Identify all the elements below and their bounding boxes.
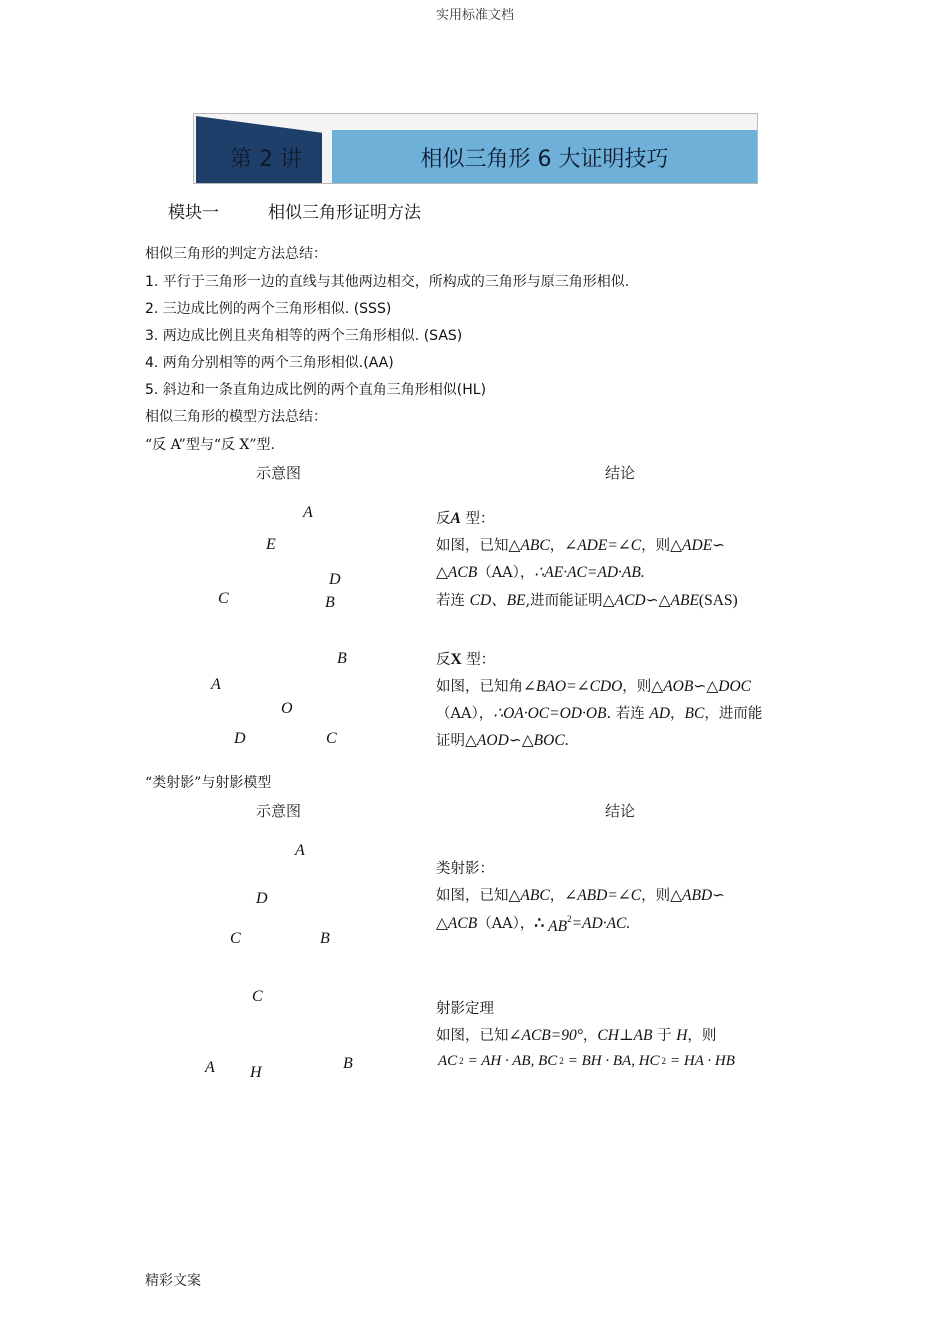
section2-title: “类射影”与射影模型 xyxy=(145,775,272,791)
module-title: 相似三角形证明方法 xyxy=(268,203,421,223)
section1-title: “反 A”型与“反 X”型. xyxy=(145,437,275,453)
point-label-a: A xyxy=(303,504,313,521)
banner-title-block xyxy=(332,130,757,183)
point-label-c: C xyxy=(230,930,241,947)
diagram-column-header: 示意图 xyxy=(256,464,302,482)
point-label-a: A xyxy=(211,676,221,693)
diagram-column-header: 示意图 xyxy=(256,802,302,820)
point-label-b: B xyxy=(320,930,330,947)
projection-theorem-line-1: 如图，已知∠ACB=90°，CH⊥AB 于 H，则 xyxy=(436,1027,717,1044)
projection-theorem-heading: 射影定理 xyxy=(436,1001,494,1017)
point-label-a: A xyxy=(205,1059,215,1076)
similar-projection-line-1: 如图，已知△ABC，∠ABD=∠C，则△ABD∽ xyxy=(436,887,726,904)
summary-title: 相似三角形的判定方法总结： xyxy=(145,246,327,262)
similar-projection-line-2: △ACB（AA），∴ $AB^2=AD\cdot AC$. xyxy=(436,913,631,935)
fan-a-heading: 反A 型： xyxy=(436,510,495,527)
point-label-o: O xyxy=(281,700,293,717)
point-label-c: C xyxy=(218,590,229,607)
rule-5: 5. 斜边和一条直角边成比例的两个直角三角形相似(HL) xyxy=(145,382,487,398)
point-label-b: B xyxy=(337,650,347,667)
rule-4: 4. 两角分别相等的两个三角形相似.(AA) xyxy=(145,355,394,371)
point-label-c: C xyxy=(252,988,263,1005)
page-header: 实用标准文档 xyxy=(435,8,514,23)
model-title: 相似三角形的模型方法总结： xyxy=(145,409,327,425)
point-label-d: D xyxy=(234,730,246,747)
point-label-d: D xyxy=(256,890,268,907)
fan-a-line-3: 若连 CD、BE,进而能证明△ACD∽△ABE(SAS) xyxy=(436,592,738,609)
conclusion-column-header: 结论 xyxy=(605,802,636,820)
fan-x-line-1: 如图，已知角∠BAO=∠CDO，则△AOB∽△DOC xyxy=(436,678,751,695)
conclusion-column-header: 结论 xyxy=(605,464,636,482)
title-banner xyxy=(193,113,758,184)
rule-3: 3. 两边成比例且夹角相等的两个三角形相似. (SAS) xyxy=(145,328,463,344)
point-label-b: B xyxy=(343,1055,353,1072)
rule-2: 2. 三边成比例的两个三角形相似. (SSS) xyxy=(145,301,392,317)
fan-x-line-2: （AA），∴OA·OC=OD·OB. 若连 AD，BC，进而能 xyxy=(436,705,763,722)
point-label-h: H xyxy=(250,1064,262,1081)
fan-x-line-3: 证明△AOD∽△BOC. xyxy=(436,732,569,749)
point-label-e: E xyxy=(266,536,276,553)
fan-x-heading: 反X 型： xyxy=(436,651,496,668)
point-label-c: C xyxy=(326,730,337,747)
lecture-number: 第 2 讲 xyxy=(230,147,302,172)
point-label-a: A xyxy=(295,842,305,859)
module-name: 模块一 xyxy=(168,203,219,223)
projection-theorem-formula: AC $^2$ = AH · AB, BC $^2$ = BH · BA, HC $^2$ = HA · HB xyxy=(438,1053,735,1069)
page-footer: 精彩文案 xyxy=(145,1273,201,1289)
lecture-title: 相似三角形 6 大证明技巧 xyxy=(420,147,669,172)
rule-1: 1. 平行于三角形一边的直线与其他两边相交，所构成的三角形与原三角形相似. xyxy=(145,274,630,290)
similar-projection-heading: 类射影： xyxy=(436,861,494,877)
fan-a-line-1: 如图，已知△ABC，∠ADE=∠C，则△ADE∽ xyxy=(436,537,726,554)
fan-a-line-2: △ACB（AA），∴AE·AC=AD·AB. xyxy=(436,564,645,581)
point-label-d: D xyxy=(329,571,341,588)
point-label-b: B xyxy=(325,594,335,611)
